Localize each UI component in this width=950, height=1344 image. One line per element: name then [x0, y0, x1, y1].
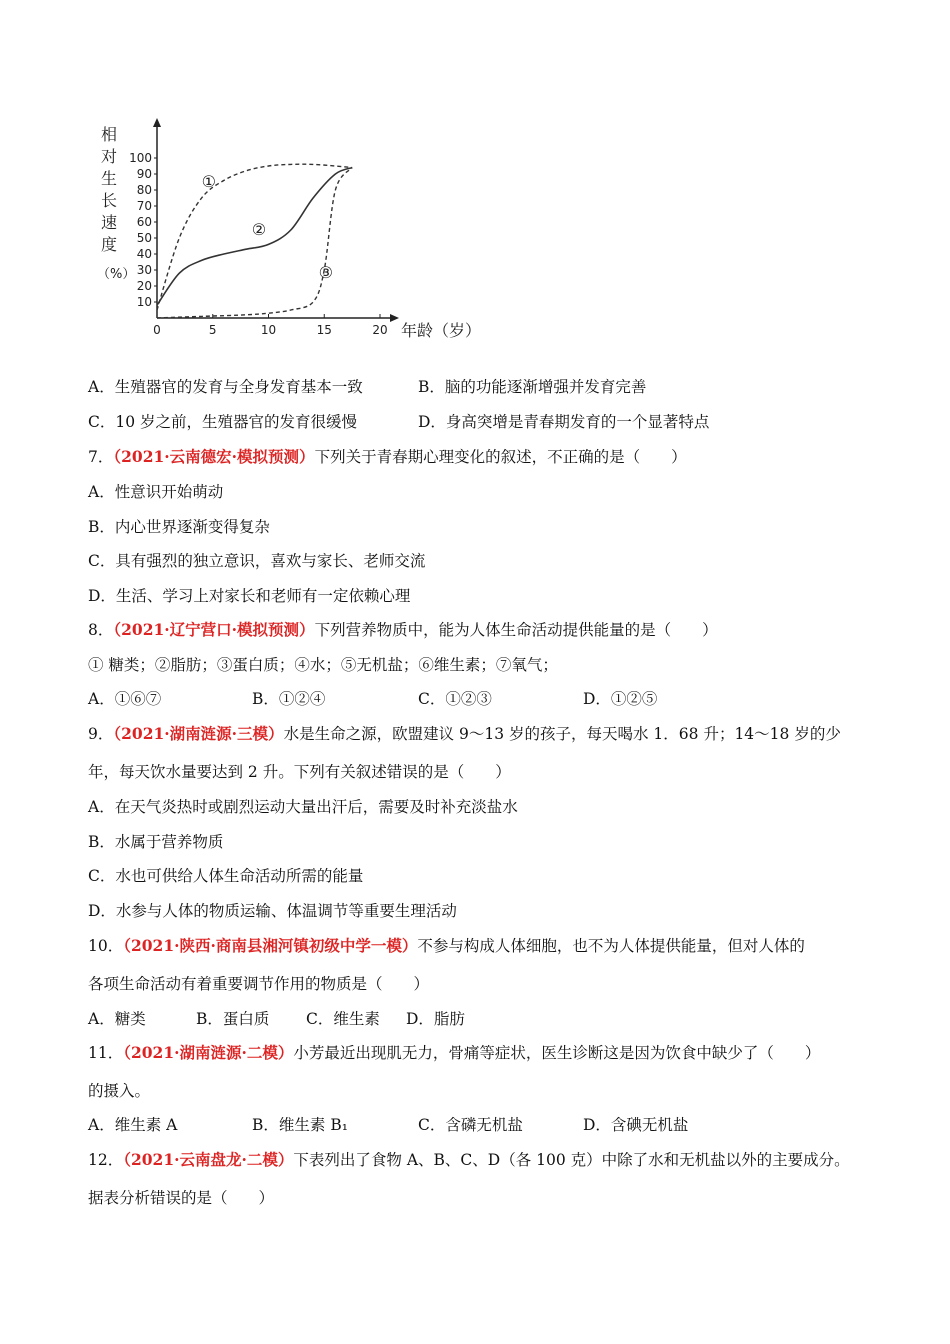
y-axis-label-char: 生 [101, 169, 118, 188]
y-axis-label-char: 相 [101, 125, 118, 144]
x-tick-label: 20 [372, 323, 388, 337]
curve-label-1: ① [201, 171, 216, 191]
q7-number: 7． [88, 448, 114, 466]
x-axis-label: 年龄（岁） [401, 321, 482, 340]
q10-text-1: 不参与构成人体细胞，也不为人体提供能量，但对人体的 [417, 937, 805, 955]
q7-option-d[interactable]: D．生活、学习上对家长和老师有一定依赖心理 [88, 587, 411, 605]
q10-option-a[interactable]: A．糖类 [88, 1010, 146, 1028]
q10-stem-line2: 各项生命活动有着重要调节作用的物质是（ ） [88, 975, 430, 993]
curve-label-2: ② [251, 219, 267, 239]
q9-text-1: 水是生命之源，欧盟建议 9～13 岁的孩子，每天喝水 1．68 升；14～18 岁的少 [283, 725, 841, 743]
q9-option-b[interactable]: B．水属于营养物质 [88, 833, 224, 851]
y-axis-label-char: 速 [101, 213, 118, 232]
y-axis-label-char: 对 [101, 147, 118, 166]
q10-source: （2021·陕西·商南县湘河镇初级中学一模） [123, 936, 418, 955]
q6-option-b[interactable]: B．脑的功能逐渐增强并发育完善 [418, 378, 647, 396]
q9-stem-line2: 年，每天饮水量要达到 2 升。下列有关叙述错误的是（ ） [88, 763, 511, 781]
x-tick-label: 10 [260, 323, 277, 337]
q10-number: 10． [88, 937, 124, 955]
growth-chart [95, 118, 495, 353]
q10-option-c[interactable]: C．维生素 [306, 1010, 380, 1028]
q8-number: 8． [88, 621, 114, 639]
q8-option-d[interactable]: D．①②⑤ [583, 690, 658, 708]
y-tick-label: 90 [136, 167, 152, 181]
y-tick-label: 50 [136, 231, 152, 245]
q8-option-c[interactable]: C．①②③ [418, 690, 492, 708]
q11-number: 11． [88, 1044, 124, 1062]
q7-text: 下列关于青春期心理变化的叙述，不正确的是（ ） [314, 448, 687, 466]
q9-source: （2021·湖南涟源·三模） [113, 724, 284, 743]
q11-stem-line2: 的摄入。 [88, 1082, 151, 1100]
y-axis-label-char: 度 [101, 235, 118, 254]
q7-source: （2021·云南德宏·模拟预测） [113, 447, 315, 466]
q8-source: （2021·辽宁营口·模拟预测） [113, 620, 315, 639]
x-axis-arrow [390, 314, 399, 322]
q10-option-b[interactable]: B．蛋白质 [196, 1010, 270, 1028]
q8-stem [88, 619, 718, 641]
q12-stem-line1 [88, 1149, 850, 1171]
q8-option-a[interactable]: A．①⑥⑦ [88, 690, 162, 708]
q9-number: 9． [88, 725, 114, 743]
q6-option-c[interactable]: C．10 岁之前，生殖器官的发育很缓慢 [88, 413, 358, 431]
q11-option-d[interactable]: D．含碘无机盐 [583, 1116, 689, 1134]
q11-option-b[interactable]: B．维生素 B₁ [252, 1116, 348, 1134]
x-tick-label: 0 [153, 323, 161, 337]
y-axis-arrow [153, 118, 161, 127]
q7-option-c[interactable]: C．具有强烈的独立意识，喜欢与家长、老师交流 [88, 552, 426, 570]
q7-option-b[interactable]: B．内心世界逐渐变得复杂 [88, 518, 270, 536]
q9-option-d[interactable]: D．水参与人体的物质运输、体温调节等重要生理活动 [88, 902, 457, 920]
q12-stem-line2: 据表分析错误的是（ ） [88, 1189, 275, 1207]
q8-text: 下列营养物质中，能为人体生命活动提供能量的是（ ） [314, 621, 718, 639]
q9-stem-line1 [88, 723, 841, 745]
q11-stem-line1 [88, 1042, 820, 1064]
q12-source: （2021·云南盘龙·二模） [123, 1150, 294, 1169]
q8-items: ① 糖类；②脂肪；③蛋白质；④水；⑤无机盐；⑥维生素；⑦氧气； [88, 656, 558, 674]
q9-option-a[interactable]: A．在天气炎热时或剧烈运动大量出汗后，需要及时补充淡盐水 [88, 798, 518, 816]
q7-option-a[interactable]: A．性意识开始萌动 [88, 483, 224, 501]
q6-option-a[interactable]: A．生殖器官的发育与全身发育基本一致 [88, 378, 363, 396]
y-axis-unit: （%） [97, 267, 136, 282]
q10-stem-line1 [88, 935, 805, 957]
q11-source: （2021·湖南涟源·二模） [123, 1043, 294, 1062]
x-tick-label: 5 [208, 323, 217, 337]
q7-stem [88, 446, 687, 468]
q12-text-1: 下表列出了食物 A、B、C、D（各 100 克）中除了水和无机盐以外的主要成分。 [293, 1151, 850, 1169]
y-tick-label: 80 [136, 183, 152, 197]
curve-3 [157, 168, 352, 318]
y-tick-label: 70 [136, 199, 152, 213]
q11-text-1: 小芳最近出现肌无力，骨痛等症状，医生诊断这是因为饮食中缺少了（ ） [293, 1044, 821, 1062]
y-tick-label: 30 [136, 263, 152, 277]
q10-option-d[interactable]: D．脂肪 [406, 1010, 465, 1028]
q6-option-d[interactable]: D．身高突增是青春期发育的一个显著特点 [418, 413, 710, 431]
curve-label-3: ③ [318, 263, 334, 282]
q11-option-c[interactable]: C．含磷无机盐 [418, 1116, 523, 1134]
y-tick-label: 40 [136, 247, 152, 261]
q11-option-a[interactable]: A．维生素 A [88, 1116, 178, 1134]
x-tick-label: 15 [316, 323, 332, 337]
q9-option-c[interactable]: C．水也可供给人体生命活动所需的能量 [88, 867, 364, 885]
y-tick-label: 100 [129, 151, 152, 165]
y-tick-label: 60 [136, 215, 152, 229]
growth-rate-figure [95, 118, 495, 353]
q8-option-b[interactable]: B．①②④ [252, 690, 326, 708]
q12-number: 12． [88, 1151, 124, 1169]
y-tick-label: 20 [136, 279, 152, 293]
y-tick-label: 10 [136, 295, 152, 309]
y-axis-label-char: 长 [101, 191, 118, 210]
